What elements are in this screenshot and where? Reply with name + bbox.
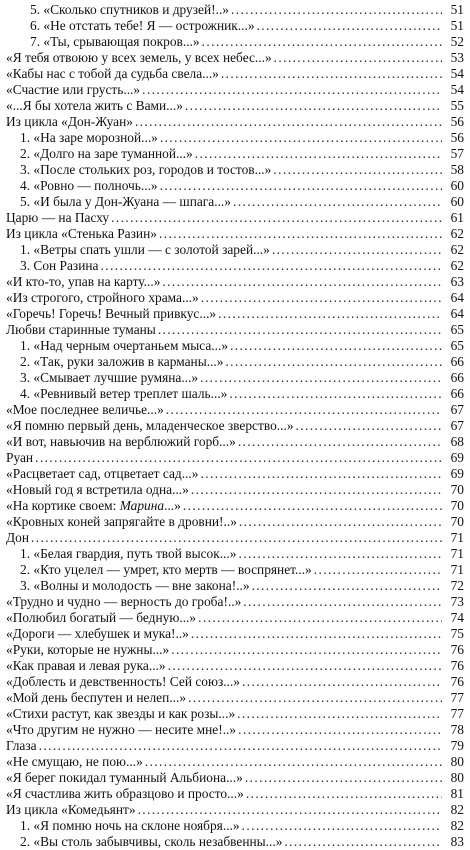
toc-entry-title: Из цикла «Комедьянт» (6, 802, 136, 817)
toc-entry-page: 51 (450, 18, 464, 33)
dot-leader (171, 642, 442, 658)
toc-entry-page: 51 (450, 2, 464, 17)
toc-entry-title: «Что другим не нужно — несите мне!..» (6, 722, 237, 737)
toc-entry-title: «Я берег покидал туманный Альбиона...» (6, 770, 243, 785)
toc-entry (0, 706, 470, 722)
dot-leader (198, 610, 442, 626)
toc-entry (0, 834, 470, 850)
dot-leader (296, 418, 442, 434)
toc-entry-page: 58 (450, 162, 464, 177)
toc-entry (0, 578, 470, 594)
toc-entry-page: 80 (450, 770, 464, 785)
toc-entry (0, 786, 470, 802)
toc-entry (0, 626, 470, 642)
dot-leader (238, 722, 442, 738)
dot-leader (238, 434, 442, 450)
toc-entry-title: Дон (6, 530, 29, 545)
toc-entry-page: 77 (450, 706, 464, 721)
toc-entry-page: 68 (450, 434, 464, 449)
toc-entry-title: «Полюбил богатый — бедную...» (6, 610, 197, 625)
toc-entry-title: 3. «Волны и молодость — вне закона!..» (20, 578, 250, 593)
dot-leader (230, 338, 442, 354)
dot-leader (245, 770, 442, 786)
toc-entry (0, 594, 470, 610)
dot-leader (221, 66, 442, 82)
toc-entry-title: «Я помню первый день, младенческое зверство...» (6, 418, 294, 433)
toc-entry-page: 81 (450, 786, 464, 801)
toc-entry (0, 546, 470, 562)
toc-entry (0, 386, 470, 402)
toc-entry-page: 72 (450, 578, 464, 593)
toc-entry (0, 306, 470, 322)
toc-entry (0, 178, 470, 194)
dot-leader (229, 386, 442, 402)
dot-leader (135, 114, 442, 130)
toc-entry (0, 562, 470, 578)
dot-leader (238, 546, 442, 562)
toc-entry-page: 79 (450, 738, 464, 753)
toc-entry-page: 69 (450, 466, 464, 481)
toc-entry (0, 290, 470, 306)
toc-entry (0, 322, 470, 338)
toc-entry-page: 80 (450, 754, 464, 769)
dot-leader (185, 98, 442, 114)
dot-leader (142, 82, 442, 98)
toc-entry (0, 114, 470, 130)
toc-entry-title: 5. «И была у Дон-Жуана — шпага...» (20, 194, 231, 209)
toc-entry-page: 66 (450, 370, 464, 385)
toc-entry (0, 498, 470, 514)
toc-entry-page: 63 (450, 274, 464, 289)
dot-leader (138, 802, 442, 818)
toc-entry-title: «Мое последнее величье...» (6, 402, 164, 417)
dot-leader (168, 658, 442, 674)
dot-leader (166, 402, 442, 418)
dot-leader (257, 18, 442, 34)
toc-entry-title: 4. «Ревнивый ветер треплет шаль...» (20, 386, 228, 401)
toc-entry-title: Глаза (6, 738, 37, 753)
dot-leader (272, 242, 442, 258)
toc-entry-page: 69 (450, 450, 464, 465)
toc-entry (0, 370, 470, 386)
dot-leader (239, 514, 442, 530)
toc-entry (0, 514, 470, 530)
toc-entry-title: 2. «Вы столь забывчивы, сколь незабвенны...» (20, 834, 283, 849)
dot-leader (231, 2, 442, 18)
toc-entry-title: «Как правая и левая рука...» (6, 658, 166, 673)
toc-entry-title: 5. «Сколько спутников и друзей!..» (30, 2, 229, 17)
toc-entry (0, 642, 470, 658)
dot-leader (162, 274, 442, 290)
dot-leader (243, 594, 442, 610)
toc-entry-title: «Стихи растут, как звезды и как розы...» (6, 706, 236, 721)
toc-entry-page: 71 (450, 562, 464, 577)
toc-entry-page: 67 (450, 402, 464, 417)
dot-leader (101, 258, 443, 274)
toc-entry-page: 56 (450, 130, 464, 145)
dot-leader (160, 130, 442, 146)
toc-entry-page: 70 (450, 498, 464, 513)
toc-entry-page: 74 (450, 610, 464, 625)
toc-entry-title: 1. «На заре морозной...» (20, 130, 158, 145)
toc-entry (0, 530, 470, 546)
toc-entry-title: «Расцветает сад, отцветает сад...» (6, 466, 199, 481)
toc-entry (0, 754, 470, 770)
dot-leader (252, 578, 442, 594)
dot-leader (284, 834, 442, 850)
toc-entry-title: «Доблесть и девственность! Сей союз...» (6, 674, 241, 689)
toc-entry (0, 418, 470, 434)
dot-leader (145, 754, 442, 770)
dot-leader (200, 466, 442, 482)
toc-entry-title: «Кровных коней запрягайте в дровни!..» (6, 514, 237, 529)
toc-entry-page: 76 (450, 674, 464, 689)
dot-leader (200, 370, 442, 386)
toc-entry-title: «И вот, навьючив на верблюжий горб...» (6, 434, 236, 449)
toc-entry-page: 76 (450, 658, 464, 673)
dot-leader (273, 162, 442, 178)
toc-entry-page: 65 (450, 338, 464, 353)
toc-entry-page: 78 (450, 722, 464, 737)
toc-entry-page: 53 (450, 50, 464, 65)
toc-entry (0, 354, 470, 370)
toc-entry-page: 71 (450, 546, 464, 561)
toc-entry (0, 274, 470, 290)
dot-leader (218, 306, 442, 322)
toc-entry-page: 55 (450, 98, 464, 113)
toc-entry (0, 690, 470, 706)
toc-entry-page: 82 (450, 802, 464, 817)
dot-leader (225, 354, 442, 370)
dot-leader (159, 226, 442, 242)
toc-entry-title: Царю — на Пасху (6, 210, 110, 225)
toc-entry-title: «...Я бы хотела жить с Вами...» (6, 98, 183, 113)
toc-entry-page: 70 (450, 482, 464, 497)
toc-entry (0, 162, 470, 178)
toc-entry-title: Из цикла «Стенька Разин» (6, 226, 157, 241)
toc-entry (0, 674, 470, 690)
toc-entry-title: «Дороги — хлебушек и мука!..» (6, 626, 189, 641)
toc-entry (0, 338, 470, 354)
toc-entry-title: «Я тебя отвоюю у всех земель, у всех небес...» (6, 50, 272, 65)
dot-leader (31, 530, 442, 546)
toc-entry-page: 82 (450, 818, 464, 833)
toc-entry (0, 194, 470, 210)
toc-entry (0, 802, 470, 818)
toc-entry-title: «Кабы нас с тобой да судьба свела...» (6, 66, 219, 81)
toc-entry-title: «Новый год я встретила одна...» (6, 482, 189, 497)
toc-entry-title: 3. Сон Разина (20, 258, 99, 273)
toc-entry-title: «На кортике своем: Марина...» (6, 498, 181, 513)
toc-entry-title: «Не смущаю, не пою...» (6, 754, 143, 769)
toc-entry-page: 73 (450, 594, 464, 609)
toc-entry-title: «Из строгого, стройного храма...» (6, 290, 199, 305)
dot-leader (274, 50, 442, 66)
dot-leader (111, 210, 442, 226)
toc-entry (0, 146, 470, 162)
toc-entry-page: 62 (450, 226, 464, 241)
toc-entry-page: 56 (450, 114, 464, 129)
toc-entry-title: 3. «После стольких роз, городов и тостов...» (20, 162, 272, 177)
toc-entry (0, 66, 470, 82)
toc-entry-page: 57 (450, 146, 464, 161)
dot-leader (195, 146, 442, 162)
toc-entry (0, 738, 470, 754)
toc-entry-title: «И кто-то, упав на карту...» (6, 274, 161, 289)
toc-entry-title: 2. «Долго на заре туманной...» (20, 146, 193, 161)
dot-leader (201, 290, 442, 306)
toc-entry (0, 450, 470, 466)
toc-entry-title: 6. «Не отстать тебе! Я — острожник...» (30, 18, 255, 33)
toc-entry-page: 77 (450, 690, 464, 705)
toc-entry-page: 52 (450, 34, 464, 49)
toc-entry-page: 64 (450, 290, 464, 305)
toc-entry (0, 226, 470, 242)
toc-entry-title: «Мой день беспутен и нелеп...» (6, 690, 187, 705)
toc-entry-page: 64 (450, 306, 464, 321)
dot-leader (188, 690, 442, 706)
toc-entry (0, 466, 470, 482)
toc-entry (0, 50, 470, 66)
toc-entry (0, 402, 470, 418)
toc-entry-title: «Трудно и чудно — верность до гроба!..» (6, 594, 242, 609)
toc-entry (0, 2, 470, 18)
dot-leader (242, 674, 442, 690)
toc-entry (0, 434, 470, 450)
dot-leader (246, 786, 442, 802)
dot-leader (158, 322, 442, 338)
toc-entry-page: 65 (450, 322, 464, 337)
toc-entry-page: 66 (450, 386, 464, 401)
toc-entry-page: 70 (450, 514, 464, 529)
dot-leader (237, 706, 442, 722)
toc-entry-title: 3. «Смывает лучшие румяна...» (20, 370, 199, 385)
toc-entry (0, 258, 470, 274)
toc-entry-page: 60 (450, 194, 464, 209)
toc-entry (0, 610, 470, 626)
toc-entry-title: 1. «Над черным очертаньем мыса...» (20, 338, 229, 353)
toc-entry-title: 7. «Ты, срывающая покров...» (30, 34, 200, 49)
dot-leader (233, 194, 442, 210)
toc-entry-page: 66 (450, 354, 464, 369)
toc-entry-title: 2. «Так, руки заложив в карманы...» (20, 354, 224, 369)
toc-entry (0, 818, 470, 834)
toc-entry-title: 1. «Ветры спать ушли — с золотой зарей...» (20, 242, 270, 257)
toc-entry (0, 98, 470, 114)
toc-entry-page: 60 (450, 178, 464, 193)
toc-entry-page: 83 (450, 834, 464, 849)
dot-leader (191, 626, 442, 642)
dot-leader (314, 562, 442, 578)
toc-entry (0, 210, 470, 226)
toc-entry-title: Любви старинные туманы (6, 322, 156, 337)
dot-leader (202, 34, 442, 50)
dot-leader (160, 178, 442, 194)
dot-leader (183, 498, 442, 514)
toc-entry-page: 75 (450, 626, 464, 641)
toc-entry (0, 82, 470, 98)
toc-entry (0, 722, 470, 738)
toc-entry-page: 67 (450, 418, 464, 433)
toc-entry-title: Из цикла «Дон-Жуан» (6, 114, 133, 129)
dot-leader (39, 738, 442, 754)
dot-leader (35, 450, 442, 466)
toc-entry-title: 1. «Белая гвардия, путь твой высок...» (20, 546, 237, 561)
dot-leader (191, 482, 442, 498)
toc-entry (0, 34, 470, 50)
toc-entry-page: 54 (450, 66, 464, 81)
toc-entry-page: 62 (450, 258, 464, 273)
toc-entry (0, 482, 470, 498)
toc-entry-title: «Счастие или грусть...» (6, 82, 141, 97)
toc-entry-title: «Я счастлива жить образцово и просто...» (6, 786, 244, 801)
toc-entry-title: 2. «Кто уцелел — умрет, кто мертв — воспрянет...» (20, 562, 312, 577)
toc-entry-page: 61 (450, 210, 464, 225)
toc-entry-page: 71 (450, 530, 464, 545)
toc-entry (0, 770, 470, 786)
toc-entry (0, 242, 470, 258)
toc-entry-title: Руан (6, 450, 34, 465)
toc-entry-page: 62 (450, 242, 464, 257)
toc-entry-title: «Руки, которые не нужны...» (6, 642, 170, 657)
toc-entry-title: «Горечь! Горечь! Вечный привкус...» (6, 306, 217, 321)
toc-entry-title: 1. «Я помню ночь на склоне ноября...» (20, 818, 240, 833)
toc-entry (0, 658, 470, 674)
toc-entry (0, 130, 470, 146)
toc-entry-page: 76 (450, 642, 464, 657)
toc-entry-title: 4. «Ровно — полночь...» (20, 178, 158, 193)
toc-entry (0, 18, 470, 34)
toc-entry-page: 54 (450, 82, 464, 97)
dot-leader (242, 818, 442, 834)
